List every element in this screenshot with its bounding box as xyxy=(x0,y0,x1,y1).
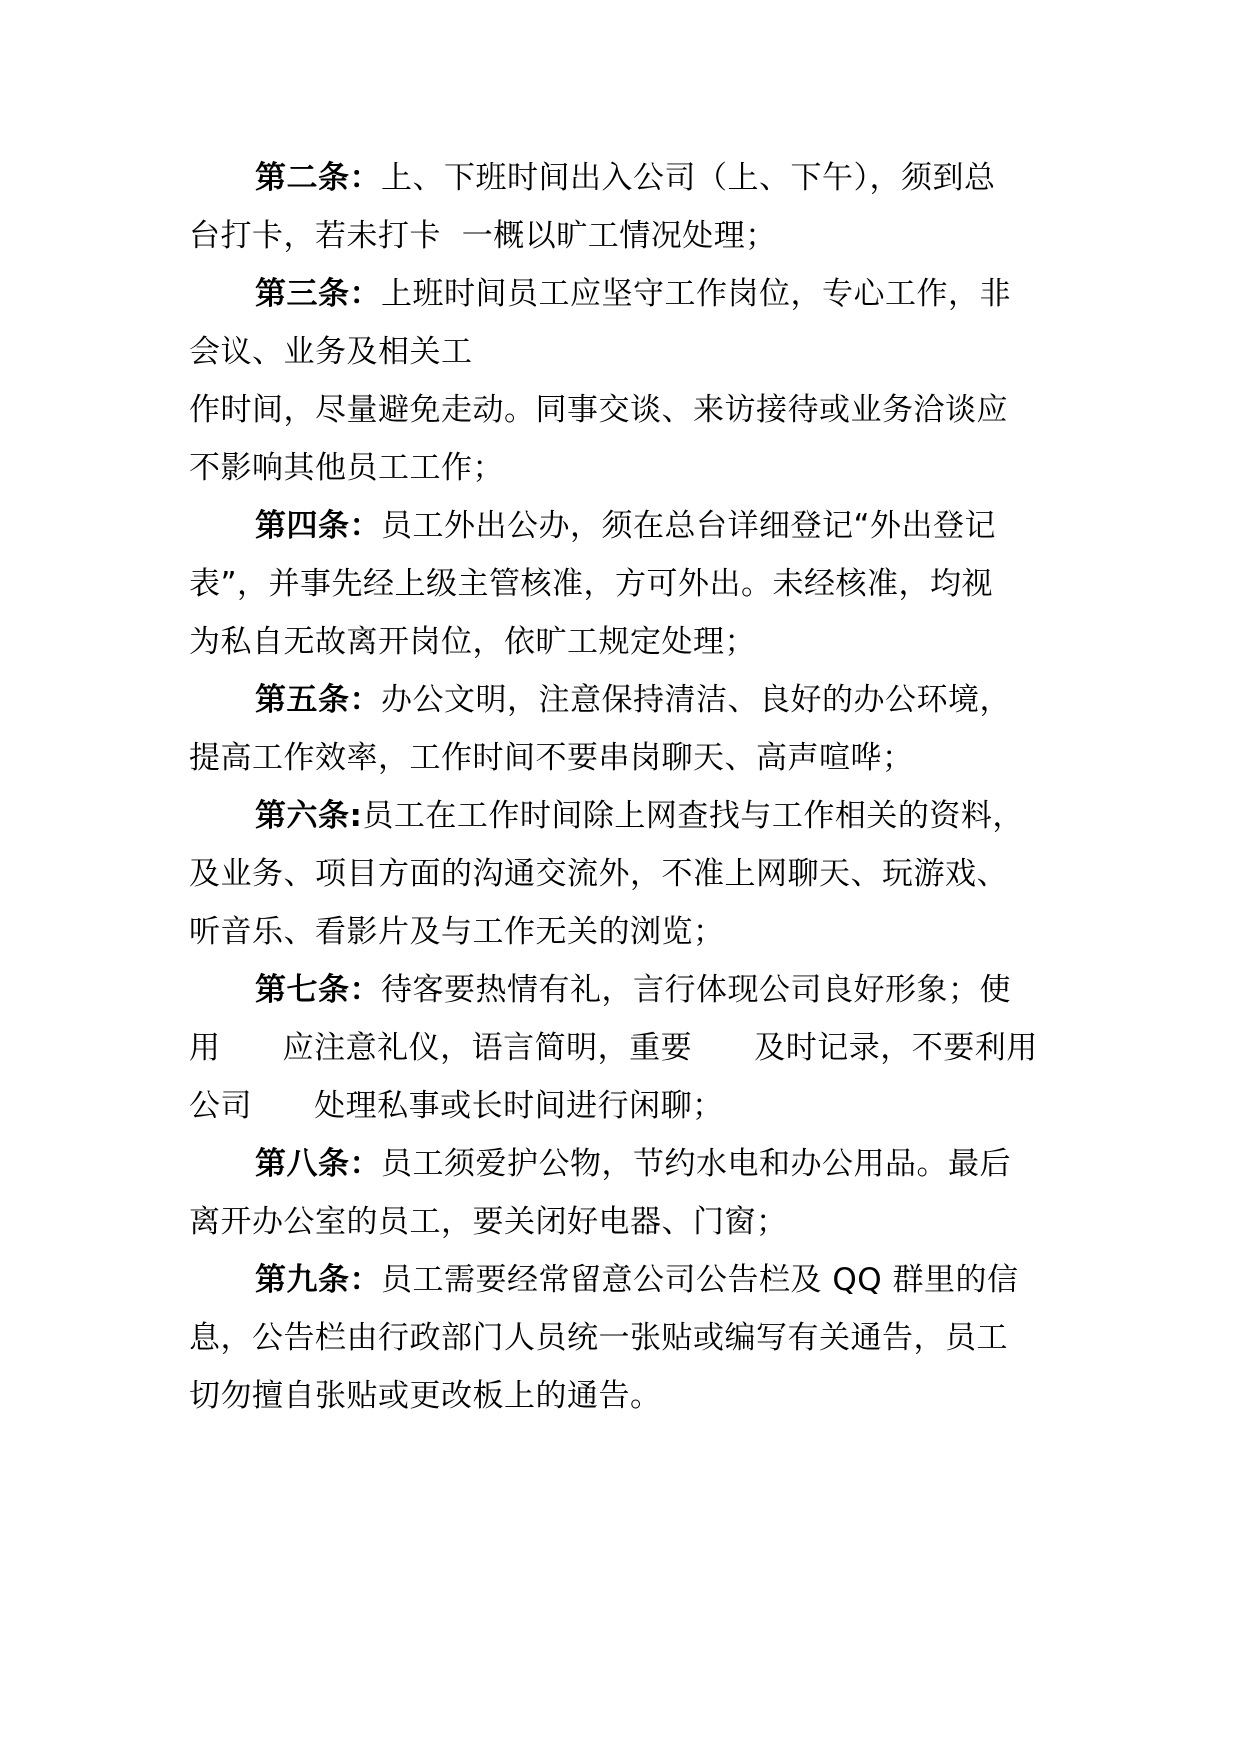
article-8-label: 第八条： xyxy=(255,1146,381,1182)
article-6-line-3: 听音乐、看影片及与工作无关的浏览； xyxy=(189,914,725,950)
article-2-text: 上、下班时间出入公司（上、下午），须到总 xyxy=(381,160,996,196)
article-9-line-1 xyxy=(255,1260,1019,1300)
article-7-text: 待客要热情有礼，言行体现公司良好形象；使 xyxy=(381,972,1011,1008)
article-8-text: 员工须爱护公物，节约水电和办公用品。最后 xyxy=(381,1146,1011,1182)
article-3-label: 第三条： xyxy=(255,276,381,312)
article-8-line-1 xyxy=(255,1144,1011,1184)
article-4-line-1 xyxy=(255,506,996,546)
article-6-line-2: 及业务、项目方面的沟通交流外，不准上网聊天、玩游戏、 xyxy=(189,856,1008,892)
article-7-line-1 xyxy=(255,970,1011,1010)
article-7-line-2: 用 应注意礼仪，语言简明，重要 及时记录，不要利用 xyxy=(189,1030,1038,1066)
article-4-text: 员工外出公办，须在总台详细登记“外出登记 xyxy=(381,508,997,544)
article-5-text: 办公文明，注意保持清洁、良好的办公环境， xyxy=(381,682,1011,718)
article-2-label: 第二条： xyxy=(255,160,381,196)
article-5-line-2: 提高工作效率，工作时间不要串岗聊天、高声喧哗； xyxy=(189,740,914,776)
article-3-line-4: 不影响其他员工工作； xyxy=(189,450,504,486)
article-4-label: 第四条： xyxy=(255,508,381,544)
article-4-line-2: 表”，并事先经上级主管核准，方可外出。未经核准，均视 xyxy=(189,566,994,602)
article-3-line-3: 作时间，尽量避免走动。同事交谈、来访接待或业务洽谈应 xyxy=(189,392,1008,428)
article-5-label: 第五条： xyxy=(255,682,381,718)
article-9-label: 第九条： xyxy=(255,1262,381,1298)
article-6-text: 员工在工作时间除上网查找与工作相关的资料， xyxy=(362,798,1024,834)
article-3-line-2: 会议、业务及相关工 xyxy=(189,334,473,370)
article-7-label: 第七条： xyxy=(255,972,381,1008)
article-9-line-2: 息，公告栏由行政部门人员统一张贴或编写有关通告，员工 xyxy=(189,1320,1008,1356)
article-6-line-1 xyxy=(255,796,1024,836)
article-6-label: 第六条: xyxy=(255,798,363,834)
article-8-line-2: 离开办公室的员工，要关闭好电器、门窗； xyxy=(189,1204,788,1240)
article-3-text: 上班时间员工应坚守工作岗位，专心工作，非 xyxy=(381,276,1011,312)
article-2-line-2: 台打卡，若未打卡 一概以旷工情况处理； xyxy=(189,218,777,254)
article-4-line-3: 为私自无故离开岗位，依旷工规定处理； xyxy=(189,624,756,660)
article-7-line-3: 公司 处理私事或长时间进行闲聊； xyxy=(189,1088,724,1124)
article-2-line-1 xyxy=(255,158,996,198)
article-3-line-1 xyxy=(255,274,1011,314)
article-9-line-3: 切勿擅自张贴或更改板上的通告。 xyxy=(189,1378,662,1414)
article-5-line-1 xyxy=(255,680,1011,720)
article-9-text: 员工需要经常留意公司公告栏及 QQ 群里的信 xyxy=(381,1262,1019,1298)
